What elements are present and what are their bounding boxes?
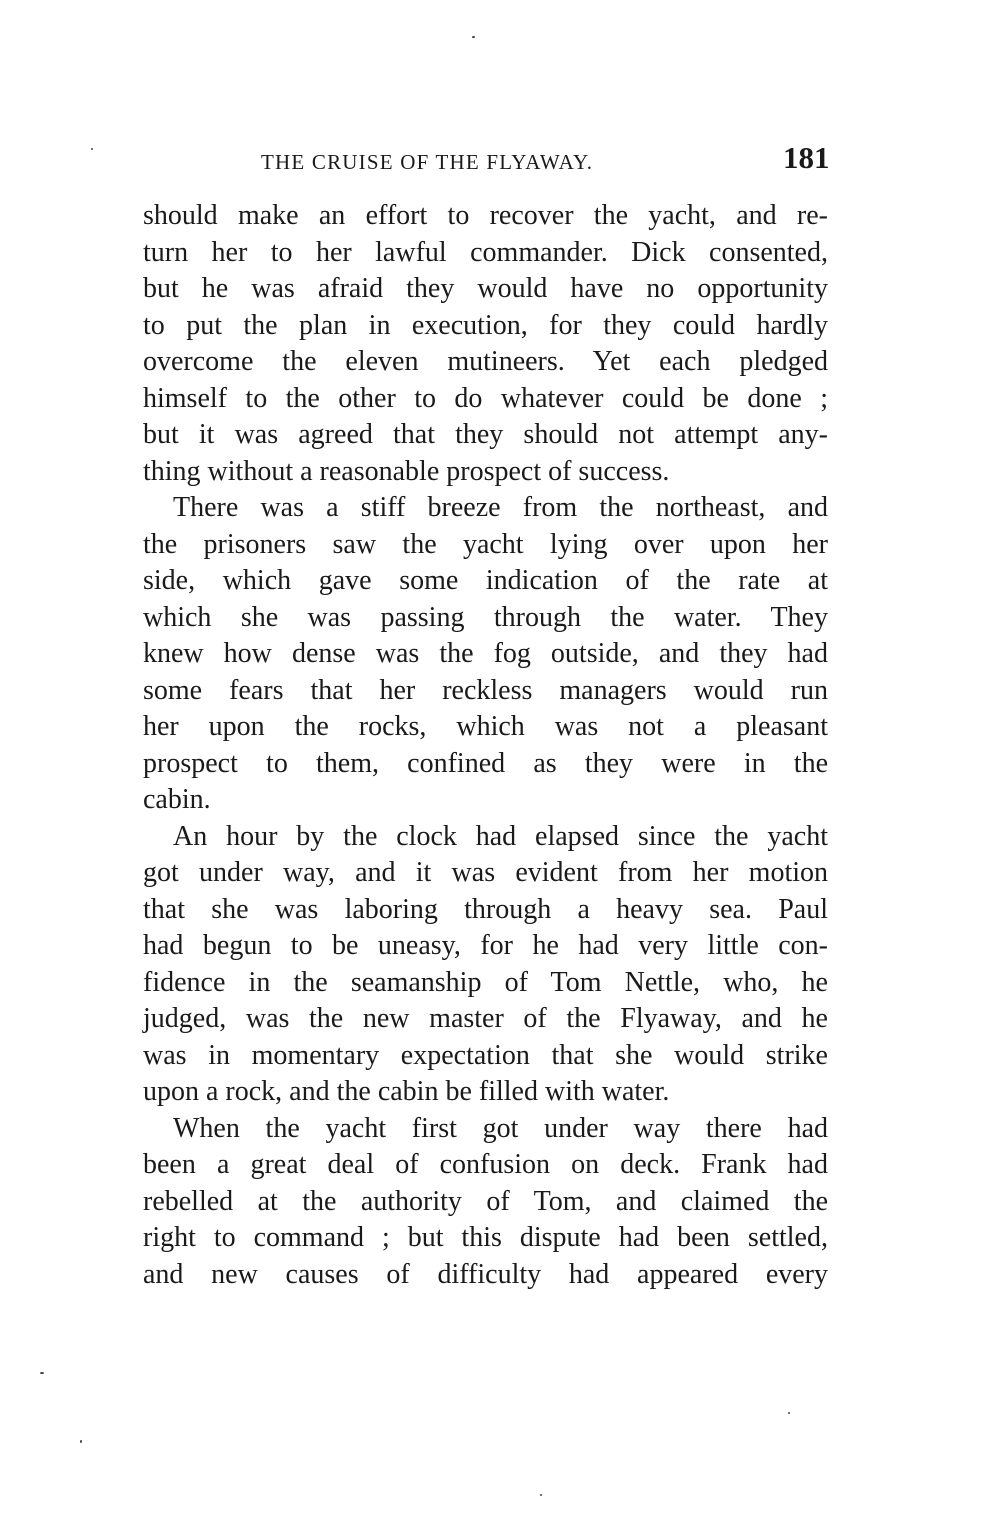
body-text xyxy=(143,198,828,1293)
running-head-title: THE CRUISE OF THE FLYAWAY. xyxy=(261,150,594,174)
scan-speck xyxy=(80,1440,82,1443)
scan-speck xyxy=(788,1412,790,1414)
text-line: was in momentary expectation that she would strike xyxy=(143,1039,828,1071)
text-line: and new causes of difficulty had appeared every xyxy=(143,1258,828,1290)
text-line: been a great deal of confusion on deck. Frank had xyxy=(143,1149,828,1180)
text-line: upon a rock, and the cabin be filled with water. xyxy=(143,1076,670,1107)
text-line: but it was agreed that they should not attempt any- xyxy=(143,419,828,450)
text-line: thing without a reasonable prospect of success. xyxy=(143,455,670,487)
text-line: the prisoners saw the yacht lying over upon her xyxy=(143,528,828,560)
scan-speck xyxy=(91,148,93,150)
text-line: her upon the rocks, which was not a pleasant xyxy=(143,711,828,742)
text-line: knew how dense was the fog outside, and they had xyxy=(143,638,828,669)
text-line: some fears that her reckless managers would run xyxy=(143,674,828,706)
text-line: got under way, and it was evident from her motion xyxy=(143,857,828,888)
text-line: side, which gave some indication of the rate at xyxy=(143,565,828,596)
text-line: should make an effort to recover the yacht, and re- xyxy=(143,200,828,231)
text-line: but he was afraid they would have no opportunity xyxy=(143,273,828,304)
page-number: 181 xyxy=(783,140,830,175)
text-line: that she was laboring through a heavy sea. Paul xyxy=(143,893,828,925)
text-line: judged, was the new master of the Flyaway, and he xyxy=(143,1003,828,1034)
text-line: himself to the other to do whatever could be done ; xyxy=(143,382,828,414)
text-line: An hour by the clock had elapsed since the yacht xyxy=(173,820,828,852)
scan-speck xyxy=(472,36,475,38)
scan-speck xyxy=(540,1494,542,1496)
text-line: turn her to her lawful commander. Dick consented, xyxy=(143,236,828,268)
text-line: There was a stiff breeze from the northeast, and xyxy=(173,492,828,523)
text-line: right to command ; but this dispute had been settled, xyxy=(143,1222,828,1253)
text-line: had begun to be uneasy, for he had very little con- xyxy=(143,930,828,961)
text-line: overcome the eleven mutineers. Yet each pledged xyxy=(143,346,828,377)
text-line: which she was passing through the water. They xyxy=(143,601,828,633)
text-line: prospect to them, confined as they were in the xyxy=(143,747,828,779)
text-line: rebelled at the authority of Tom, and claimed the xyxy=(143,1185,828,1217)
text-line: cabin. xyxy=(143,784,211,815)
text-line: fidence in the seamanship of Tom Nettle, who, he xyxy=(143,966,828,998)
scan-speck xyxy=(40,1372,44,1374)
text-line: When the yacht first got under way there had xyxy=(173,1112,828,1144)
text-line: to put the plan in execution, for they could hardly xyxy=(143,309,828,341)
